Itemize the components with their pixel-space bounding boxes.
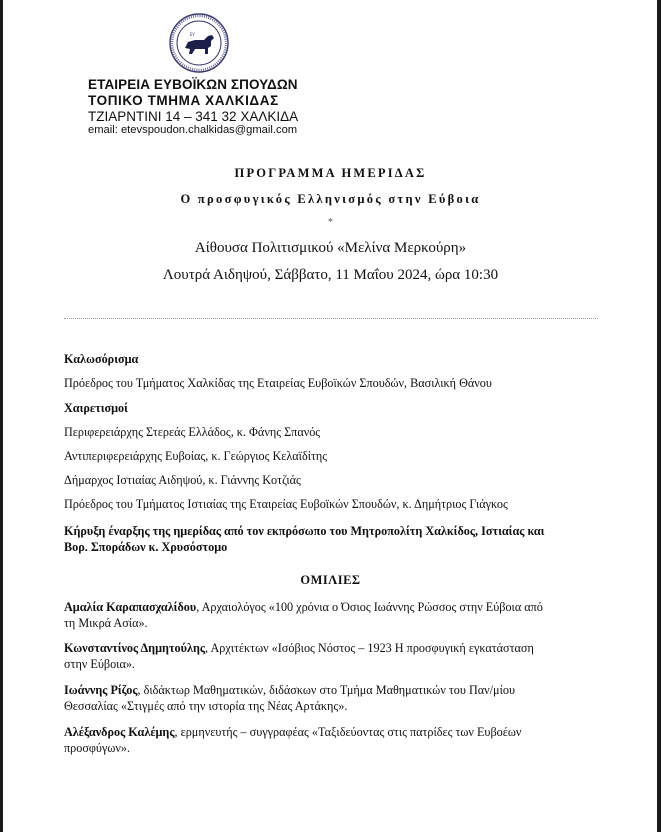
section-divider [64,318,598,319]
greeting-item: Δήμαρχος Ιστιαίας Αιδηψού, κ. Γιάννης Κοτζιάς [64,473,301,487]
organization-email: email: etevspoudon.chalkidas@gmail.com [88,124,298,136]
talk-item [64,640,596,672]
talk-speaker: Κωνσταντίνος Δημητούλης [64,641,206,655]
organization-branch: ΤΟΠΙΚΟ ΤΜΗΜΑ ΧΑΛΚΙΔΑΣ [88,93,279,108]
talk-speaker: Αμαλία Καραπασχαλίδου [64,600,197,614]
opening-line-2: Βορ. Σποράδων κ. Χρυσόστομο [64,540,228,554]
talks-heading: ΟΜΙΛΙΕΣ [300,573,361,587]
page-edge-left [0,0,3,832]
greetings-heading: Χαιρετισμοί [64,401,128,415]
talk-speaker: Ιωάννης Ρίζος [64,683,138,697]
bull-seal-logo-icon [168,12,230,74]
talk-item [64,724,596,756]
talk-description: , ερμηνευτής – συγγραφέας «Ταξιδεύοντας στις πατρίδες των Ευβοέων [174,725,522,739]
talk-description: , διδάκτωρ Μαθηματικών, διδάσκων στο Τμήμα Μαθηματικών του Παν/μίου [137,683,515,697]
talk-speaker: Αλέξανδρος Καλέμης [64,725,175,739]
greeting-item: Περιφερειάρχης Στερεάς Ελλάδος, κ. Φάνης Σπανός [64,425,321,439]
program-title: ΠΡΟΓΡΑΜΜΑ ΗΜΕΡΙΔΑΣ [234,166,427,180]
welcome-heading: Καλωσόρισμα [64,352,139,366]
organization-name: ΕΤΑΙΡΕΙΑ ΕΥΒΟΪΚΩΝ ΣΠΟΥΔΩΝ [88,77,298,92]
talk-description-cont: στην Εύβοια». [64,657,135,671]
page-edge-right [657,0,661,832]
welcome-text: Πρόεδρος του Τμήματος Χαλκίδας της Εταιρείας Ευβοϊκών Σπουδών, Βασιλική Θάνου [64,376,492,390]
event-venue: Αίθουσα Πολιτισμικού «Μελίνα Μερκούρη» [194,240,467,256]
talk-description-cont: Θεσσαλίας «Στιγμές από την ιστορία της Νέας Αρτάκης». [64,699,348,713]
talk-description: , Αρχαιολόγος «100 χρόνια ο Όσιος Ιωάννης Ρώσσος στην Εύβοια από [196,600,543,614]
event-date-time: Λουτρά Αιδηψού, Σάββατο, 11 Μαΐου 2024, ώρα 10:30 [162,267,499,283]
organization-address: ΤΖΙΑΡΝΤΙΝΙ 14 – 341 32 ΧΑΛΚΙΔΑ [88,109,299,124]
program-subtitle: Ο προσφυγικός Ελληνισμός στην Εύβοια [180,192,481,206]
talk-item [64,682,596,714]
star-separator: * [328,217,333,228]
talk-description-cont: προσφύγων». [64,741,131,755]
opening-line-1: Κήρυξη έναρξης της ημερίδας από τον εκπρόσωπο του Μητροπολίτη Χαλκίδος, Ιστιαίας και [64,524,545,538]
greeting-item: Αντιπεριφερειάρχης Ευβοίας, κ. Γεώργιος Κελαϊδίτης [64,449,328,463]
talk-item [64,599,596,631]
talk-description: , Αρχιτέκτων «Ισόβιος Νόστος – 1923 Η προσφυγική εγκατάσταση [205,641,534,655]
talk-description-cont: τη Μικρά Ασία». [64,616,148,630]
greeting-item: Πρόεδρος του Τμήματος Ιστιαίας της Εταιρείας Ευβοϊκών Σπουδών, κ. Δημήτριος Γιάγκος [64,497,508,511]
svg-text:ΕΥ: ΕΥ [190,32,195,37]
